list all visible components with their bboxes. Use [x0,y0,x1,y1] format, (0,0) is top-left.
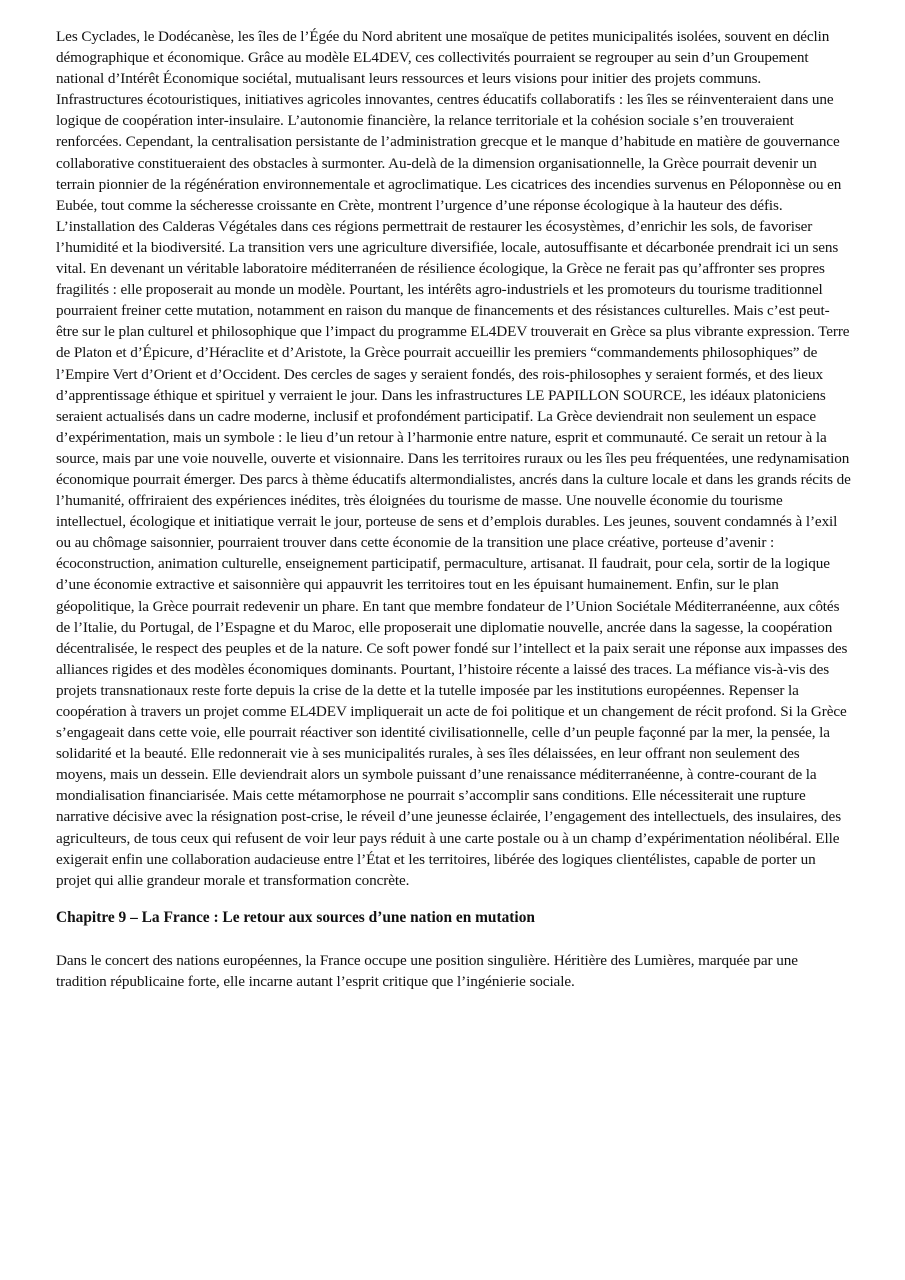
body-paragraph: Les Cyclades, le Dodécanèse, les îles de l’Égée du Nord abritent une mosaïque de petites municipalités isolées, souvent en déclin démographique et économique. Grâce au modèle EL4DEV, ces collectivités pourraient se regrouper au sein d’un Groupement national d’Intérêt Économique sociétal, mutualisant leurs ressources et leurs visions pour initier des projets communs. Infrastructures écotouristiques, initiatives agricoles innovantes, centres éducatifs collaboratifs : les îles se réinventeraient dans une logique de coopération inter-insulaire. L’autonomie financière, la relance territoriale et la cohésion sociale s’en trouveraient renforcées. Cependant, la centralisation persistante de l’administration grecque et le manque d’habitude en matière de gouvernance collaborative constitueraient des obstacles à surmonter. Au-delà de la dimension organisationnelle, la Grèce pourrait devenir un terrain pionnier de la régénération environnementale et agroclimatique. Les cicatrices des incendies survenus en Péloponnèse ou en Eubée, tout comme la sécheresse croissante en Crète, montrent l’urgence d’une réponse écologique à la hauteur des défis. L’installation des Calderas Végétales dans ces régions permettrait de restaurer les écosystèmes, d’enrichir les sols, de favoriser l’humidité et la biodiversité. La transition vers une agriculture diversifiée, locale, autosuffisante et décarbonée prendrait ici un sens vital. En devenant un véritable laboratoire méditerranéen de résilience écologique, la Grèce ne ferait pas qu’affronter ses propres fragilités : elle proposerait au monde un modèle. Pourtant, les intérêts agro-industriels et les promoteurs du tourisme traditionnel pourraient freiner cette mutation, notamment en raison du manque de financements et des résistances culturelles. Mais c’est peut-être sur le plan culturel et philosophique que l’impact du programme EL4DEV trouverait en Grèce sa plus vibrante expression. Terre de Platon et d’Épicure, d’Héraclite et d’Aristote, la Grèce pourrait accueillir les premiers “commandements philosophiques” de l’Empire Vert d’Orient et d’Occident. Des cercles de sages y seraient fondés, des rois-philosophes y seraient formés, et des lieux d’apprentissage éthique et spirituel y verraient le jour. Dans les infrastructures LE PAPILLON SOURCE, les idéaux platoniciens seraient actualisés dans un cadre moderne, inclusif et profondément participatif. La Grèce deviendrait non seulement un espace d’expérimentation, mais un symbole : le lieu d’un retour à l’harmonie entre nature, esprit et communauté. Ce serait un retour à la source, mais par une voie nouvelle, ouverte et visionnaire. Dans les territoires ruraux ou les îles peu fréquentées, une redynamisation économique pourrait émerger. Des parcs à thème éducatifs altermondialistes, ancrés dans la culture locale et dans les grands récits de l’humanité, offriraient des expériences inédites, très éloignées du tourisme de masse. Une nouvelle économie du tourisme intellectuel, écologique et initiatique verrait le jour, porteuse de sens et d’emplois durables. Les jeunes, souvent condamnés à l’exil ou au chômage saisonnier, pourraient trouver dans cette économie de la transition une place créative, porteuse d’avenir : écoconstruction, animation culturelle, enseignement participatif, permaculture, artisanat. Il faudrait, pour cela, sortir de la logique d’une économie extractive et saisonnière qui appauvrit les territoires tout en les épuisant humainement. Enfin, sur le plan géopolitique, la Grèce pourrait redevenir un phare. En tant que membre fondateur de l’Union Sociétale Méditerranéenne, aux côtés de l’Italie, du Portugal, de l’Espagne et du Maroc, elle proposerait une diplomatie nouvelle, ancrée dans la sagesse, la coopération décentralisée, le respect des peuples et de la nature. Ce soft power fondé sur l’intellect et la paix serait une réponse aux impasses des alliances rigides et des modèles économiques dominants. Pourtant, l’histoire récente a laissé des traces. La méfiance vis-à-vis des projets transnationaux reste forte depuis la crise de la dette et la tutelle imposée par les institutions européennes. Repenser la coopération à travers un projet comme EL4DEV impliquerait un acte de foi politique et un changement de récit profond. Si la Grèce s’engageait dans cette voie, elle pourrait réactiver son identité civilisationnelle, celle d’un peuple façonné par la mer, la pensée, la solidarité et la beauté. Elle redonnerait vie à ses municipalités rurales, à ses îles délaissées, en leur offrant non seulement des moyens, mais un dessein. Elle deviendrait alors un symbole puissant d’une renaissance méditerranéenne, à contre-courant de la mondialisation financiarisée. Mais cette métamorphose ne pourrait s’accomplir sans conditions. Elle nécessiterait une rupture narrative décisive avec la résignation post-crise, le réveil d’une jeunesse éclairée, l’engagement des intellectuels, des insulaires, des agriculteurs, de tous ceux qui refusent de voir leur pays réduit à une carte postale ou à un champ d’expérimentation néolibéral. Elle exigerait enfin une collaboration audacieuse entre l’État et les territoires, libérée des logiques clientélistes, capable de porter un projet qui allie grandeur morale et transformation concrète. [56,28,851,889]
document-page [56,26,851,992]
chapter-heading: Chapitre 9 – La France : Le retour aux sources d’une nation en mutation [56,908,535,926]
body-paragraph-intro: Dans le concert des nations européennes, la France occupe une position singulière. Héritière des Lumières, marquée par une tradition républicaine forte, elle incarne autant l’esprit critique que l’ingénierie sociale. [56,951,798,991]
